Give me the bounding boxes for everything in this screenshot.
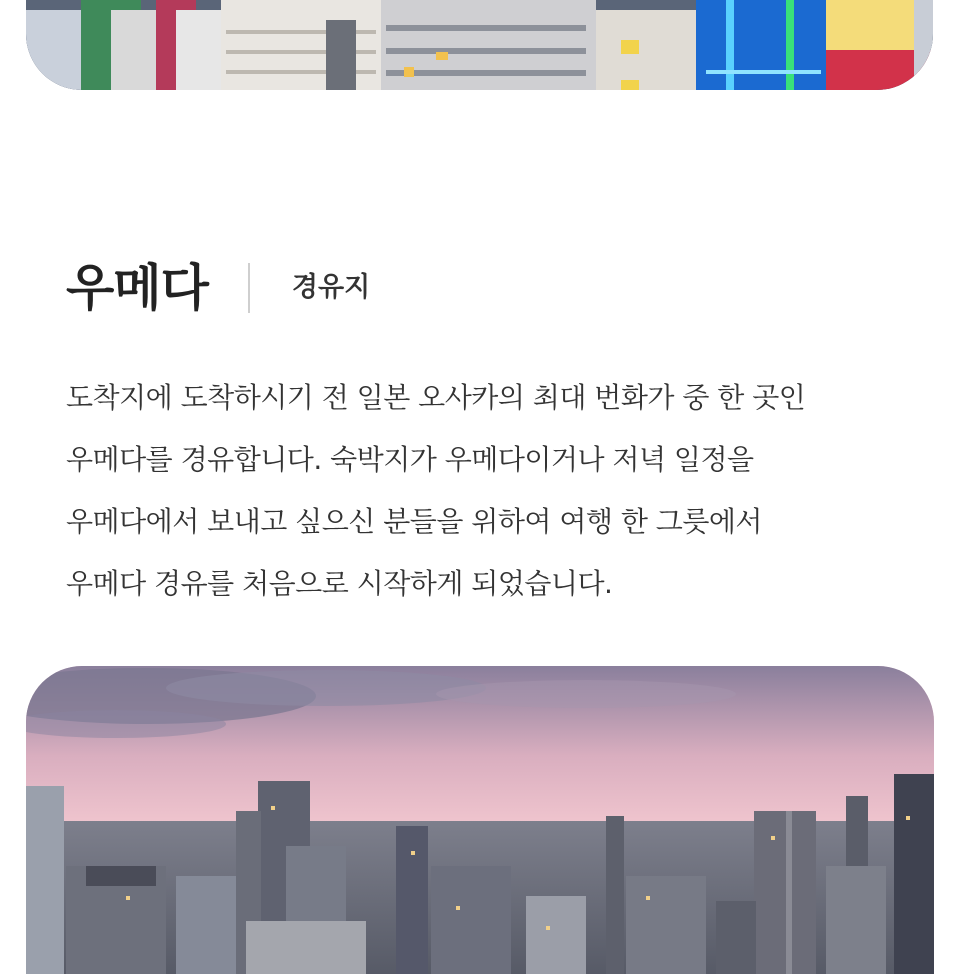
description-line: 우메다에서 보내고 싶으신 분들을 위하여 여행 한 그릇에서	[66, 505, 762, 538]
section-title: 우메다	[66, 259, 208, 317]
description-line: 도착지에 도착하시기 전 일본 오사카의 최대 번화가 중 한 곳인	[66, 381, 806, 414]
section-subtitle: 경유지	[291, 272, 371, 303]
umeda-skyline-photo-art	[26, 666, 934, 974]
umeda-skyline-photo	[26, 666, 934, 974]
heading-divider	[248, 263, 250, 313]
city-night-photo-art	[26, 0, 933, 90]
description-line: 우메다를 경유합니다. 숙박지가 우메다이거나 저녁 일정을	[66, 443, 754, 476]
description-line: 우메다 경유를 처음으로 시작하게 되었습니다.	[66, 567, 613, 600]
section-description	[66, 367, 906, 615]
city-night-photo	[26, 0, 933, 90]
section-heading	[66, 258, 370, 318]
